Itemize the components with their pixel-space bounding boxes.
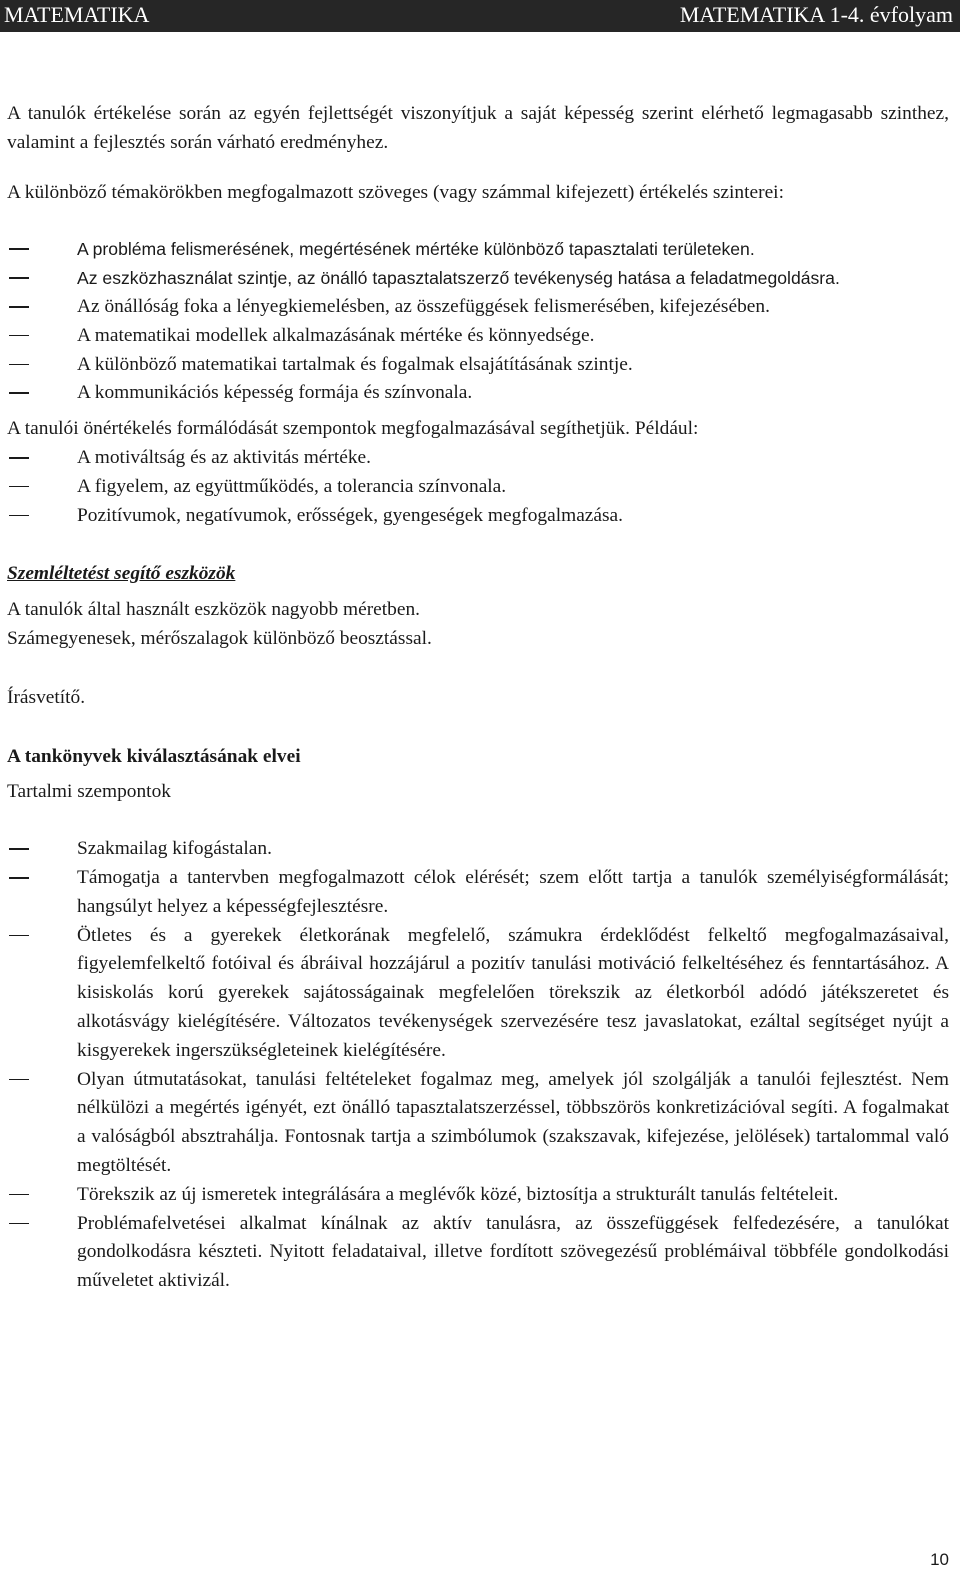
- level-item: A különböző matematikai tartalmak és fogalmak elsajátításának szintje.: [7, 351, 949, 380]
- criteria-item: Problémafelvetései alkalmat kínálnak az aktív tanulásra, az összefüggések felfedezésére, a tanulókat gondolkodásra készteti. Nyitott feladataival, illetve fordított szövegezésű problémáival többféle gondolkodási műveletet aktivizál.: [7, 1210, 949, 1296]
- textbooks-section-title: A tankönyvek kiválasztásának elvei: [7, 745, 301, 767]
- page-number: 10: [930, 1550, 949, 1569]
- page-header: [0, 0, 960, 32]
- tools-line: Számegyenesek, mérőszalagok különböző beosztással.: [7, 627, 432, 649]
- self-evaluation-list: [7, 444, 949, 530]
- level-item: A kommunikációs képesség formája és színvonala.: [7, 379, 949, 408]
- textbook-criteria-list: [7, 835, 949, 1296]
- intro-paragraph-2: A különböző témakörökben megfogalmazott szöveges (vagy számmal kifejezett) értékelés szinterei:: [7, 181, 784, 203]
- self-evaluation-item: A figyelem, az együttműködés, a tolerancia színvonala.: [7, 473, 949, 502]
- self-evaluation-item: Pozitívumok, negatívumok, erősségek, gyengeségek megfogalmazása.: [7, 502, 949, 531]
- level-item: A probléma felismerésének, megértésének mértéke különböző tapasztalati területeken.: [7, 235, 949, 264]
- header-subject: MATEMATIKA: [4, 2, 150, 27]
- level-item: A matematikai modellek alkalmazásának mértéke és könnyedsége.: [7, 322, 949, 351]
- header-grade-range: MATEMATIKA 1-4. évfolyam: [679, 2, 953, 27]
- tools-line: A tanulók által használt eszközök nagyobb méretben.: [7, 599, 420, 621]
- self-evaluation-intro: A tanulói önértékelés formálódását szempontok megfogalmazásával segíthetjük. Például:: [7, 418, 699, 440]
- tools-section-title: Szemléltetést segítő eszközök: [7, 563, 236, 585]
- criteria-item: Olyan útmutatásokat, tanulási feltételeket fogalmaz meg, amelyek jól szolgálják a tanulói fejlesztést. Nem nélkülözi a megértés igényét, ezt önálló tapasztalatszerzéssel, többszörös konkretizációval segíti. A fogalmakat a valóságból absztrahálja. Fontosnak tartja a szimbólumok (szakszavak, kifejezése, jelölések) tartalommal való megtöltését.: [7, 1066, 949, 1181]
- level-item: Az önállóság foka a lényegkiemelésben, az összefüggések felismerésében, kifejezésében.: [7, 293, 949, 322]
- document-body: [7, 100, 949, 1296]
- level-item: Az eszközhasználat szintje, az önálló tapasztalatszerző tevékenység hatása a feladatmegoldásra.: [7, 264, 949, 293]
- textbooks-subtitle: Tartalmi szempontok: [7, 781, 171, 803]
- criteria-item: Szakmailag kifogástalan.: [7, 835, 949, 864]
- criteria-item: Ötletes és a gyerekek életkorának megfelelő, számukra érdeklődést felkeltő megfogalmazásaival, figyelemfelkeltő fotóival és ábráival hozzájárul a pozitív tanulási motiváció felkeltéséhez és fenntartásához. A kisiskolás korú gyerekek sajátosságainak megfelelően törekszik az életkorból adódó játékszeretet és alkotásvágy kielégítésére. Változatos tevékenységek szervezésére tesz javaslatokat, ezáltal segítséget nyújt a kisgyerekek ingerszükségleteinek kielégítésére.: [7, 922, 949, 1066]
- tools-line: Írásvetítő.: [7, 686, 86, 708]
- criteria-item: Törekszik az új ismeretek integrálására a meglévők közé, biztosítja a strukturált tanulás feltételeit.: [7, 1181, 949, 1210]
- intro-paragraph-1: A tanulók értékelése során az egyén fejlettségét viszonyítjuk a saját képesség szerint elérhető legmagasabb szinthez, valamint a fejlesztés során várható eredményhez.: [7, 103, 949, 153]
- criteria-item: Támogatja a tantervben megfogalmazott célok elérését; szem előtt tartja a tanulók személyiségformálását; hangsúlyt helyez a képességfejlesztésre.: [7, 864, 949, 922]
- evaluation-levels-list: [7, 235, 949, 408]
- self-evaluation-item: A motiváltság és az aktivitás mértéke.: [7, 444, 949, 473]
